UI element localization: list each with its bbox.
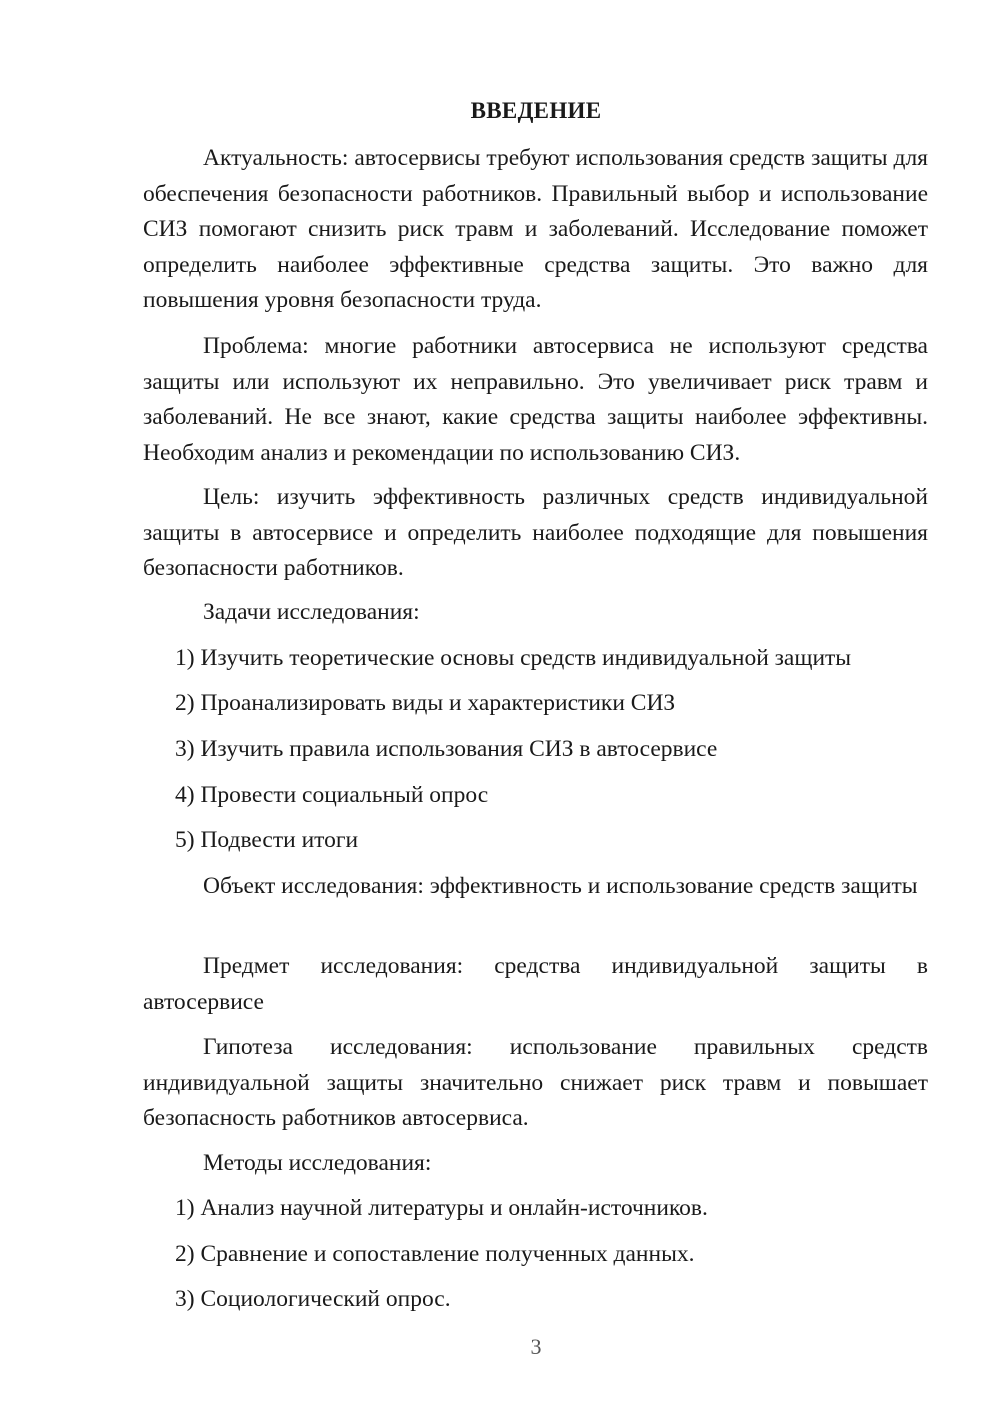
object-paragraph: Объект исследования: эффективность и использование средств защиты [203,873,918,899]
task-item: 5) Подвести итоги [175,827,359,853]
page-title: ВВЕДЕНИЕ [470,98,602,123]
relevance-paragraph: Актуальность: автосервисы требуют использования средств защиты для обеспечения безопасности работников. Правильный выбор и использование СИЗ помогают снизить риск травм и заболеваний. Исследование поможет определить наиболее эффективные средства защиты. Это важно для повышения уровня безопасности труда. [143,145,928,313]
method-item: 3) Социологический опрос. [175,1286,451,1312]
method-item: 2) Сравнение и сопоставление полученных данных. [175,1241,695,1267]
tasks-heading: Задачи исследования: [203,599,420,625]
method-item: 1) Анализ научной литературы и онлайн-источников. [175,1195,708,1221]
task-item: 3) Изучить правила использования СИЗ в автосервисе [175,736,718,762]
hypothesis-paragraph: Гипотеза исследования: использование правильных средств индивидуальной защиты значительно снижает риск травм и повышает безопасность работников автосервиса. [143,1034,928,1131]
problem-paragraph: Проблема: многие работники автосервиса не используют средства защиты или используют их неправильно. Это увеличивает риск травм и заболеваний. Не все знают, какие средства защиты наиболее эффективны. Необходим анализ и рекомендации по использованию СИЗ. [143,333,928,466]
task-item: 4) Провести социальный опрос [175,782,489,808]
task-item: 2) Проанализировать виды и характеристики СИЗ [175,690,676,716]
methods-heading: Методы исследования: [203,1150,432,1176]
page-number: 3 [530,1334,542,1359]
subject-paragraph: Предмет исследования: средства индивидуальной защиты в автосервисе [143,953,928,1015]
goal-paragraph: Цель: изучить эффективность различных средств индивидуальной защиты в автосервисе и определить наиболее подходящие для повышения безопасности работников. [143,484,928,581]
task-item: 1) Изучить теоретические основы средств индивидуальной защиты [175,645,852,671]
